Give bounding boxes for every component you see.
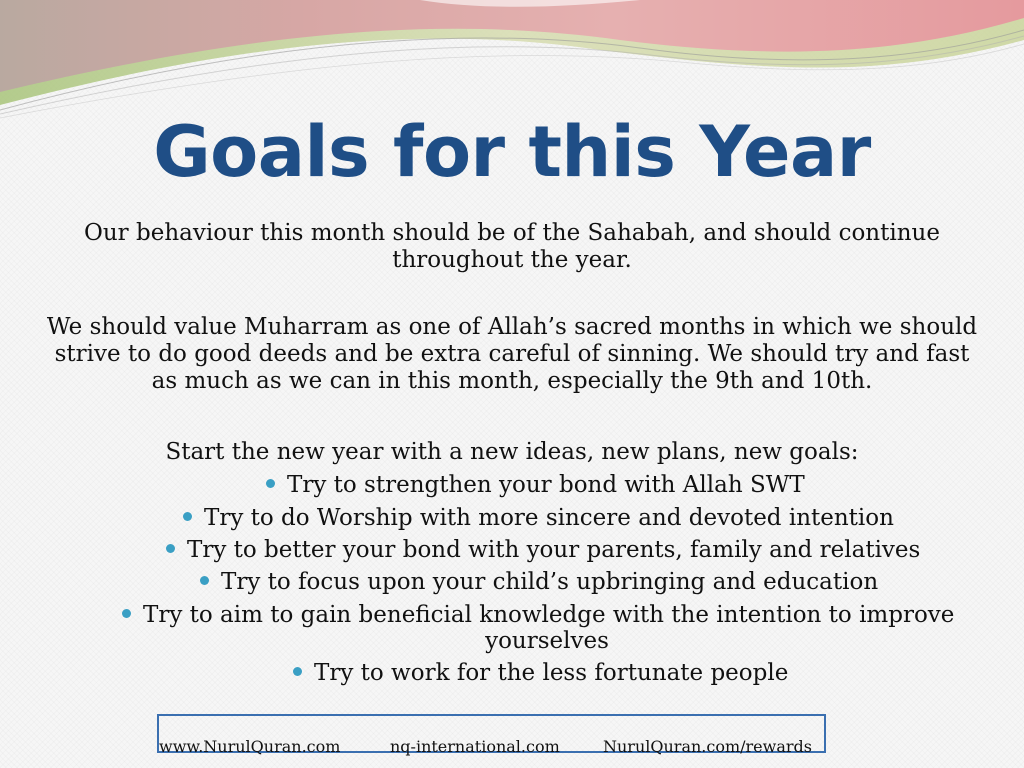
footer-link-rewards[interactable]: NurulQuran.com/rewards: [603, 737, 812, 756]
goal-text-continued: yourselves: [485, 628, 609, 654]
bullet-icon: [183, 512, 192, 521]
goal-text: Try to strengthen your bond with Allah SWT: [287, 472, 805, 498]
paragraph-behaviour: Our behaviour this month should be of the Sahabah, and should continue throughout the year.: [84, 220, 940, 273]
goal-text: Try to do Worship with more sincere and devoted intention: [204, 505, 894, 531]
goal-text: Try to better your bond with your parents, family and relatives: [187, 537, 921, 563]
paragraph-muharram: We should value Muharram as one of Allah’s sacred months in which we should strive to do good deeds and be extra careful of sinning. We should try and fast as much as we can in this month, especially the 9th and 10th.: [46, 314, 978, 394]
bullet-icon: [200, 576, 209, 585]
bullet-icon: [293, 667, 302, 676]
goal-item: [200, 569, 878, 595]
goal-item: [183, 505, 894, 531]
goal-text: Try to aim to gain beneficial knowledge with the intention to improve: [143, 602, 955, 628]
goal-item: [266, 472, 805, 498]
goal-text: Try to focus upon your child’s upbringing and education: [221, 569, 879, 595]
goal-item: [166, 537, 920, 563]
footer-link-nq-international[interactable]: nq-international.com: [390, 737, 560, 756]
slide-title: Goals for this Year: [153, 111, 871, 193]
bullet-icon: [122, 609, 131, 618]
footer-links-box: [157, 714, 826, 756]
bullet-icon: [266, 479, 275, 488]
goals-intro: Start the new year with a new ideas, new plans, new goals:: [165, 439, 859, 465]
footer-link-nurulquran[interactable]: www.NurulQuran.com: [159, 737, 341, 756]
goal-item: [293, 660, 788, 686]
decorative-wave-banner: [0, 0, 1024, 120]
goal-item: [122, 602, 954, 628]
goal-text: Try to work for the less fortunate people: [314, 660, 789, 686]
bullet-icon: [166, 544, 175, 553]
